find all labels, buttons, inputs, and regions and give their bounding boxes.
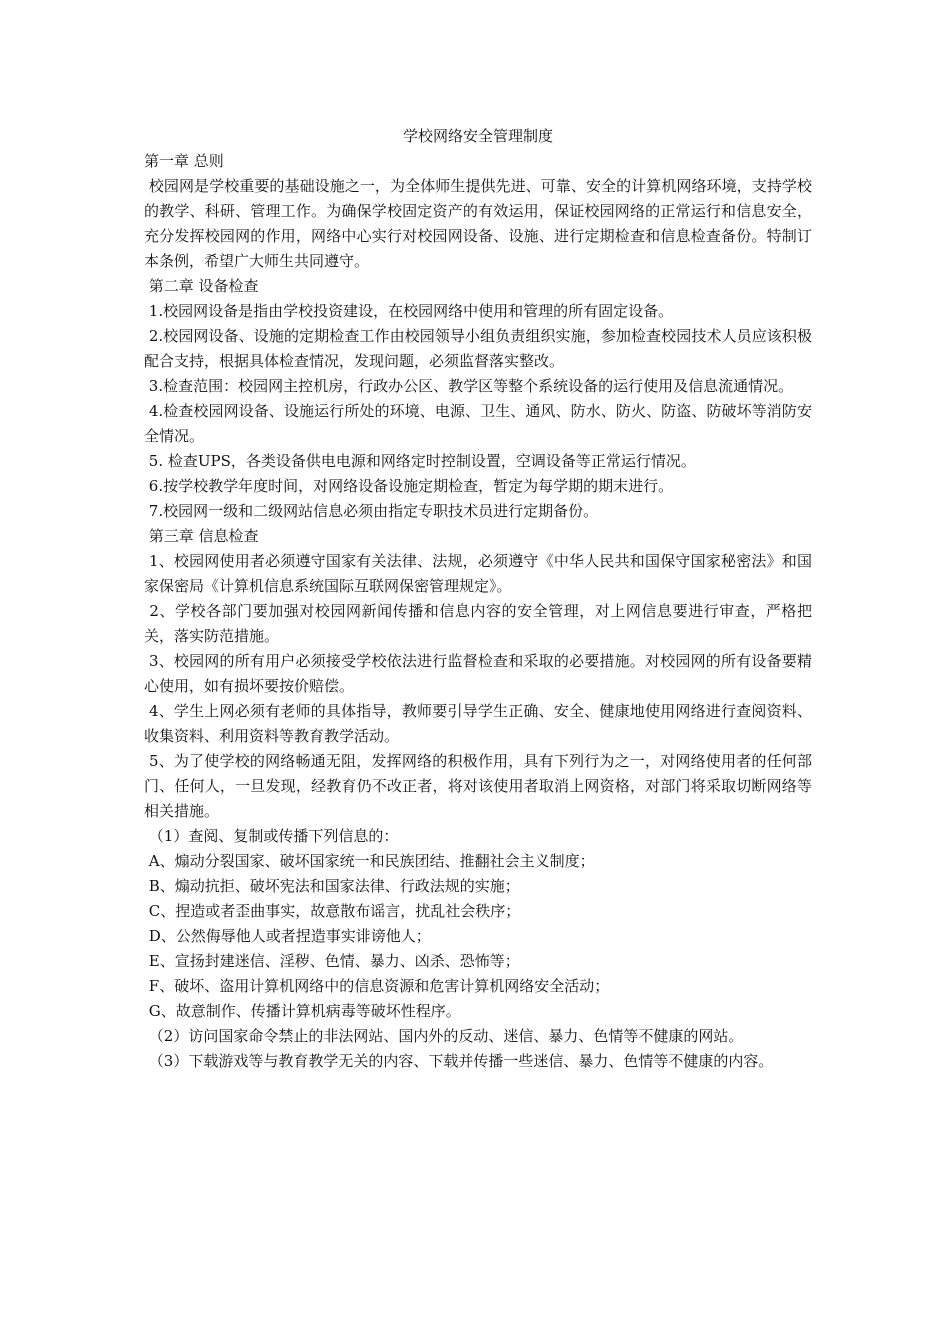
chapter-3-item-4: 4、学生上网必须有老师的具体指导，教师要引导学生正确、安全、健康地使用网络进行查阅资料、收集资料、利用资料等教育教学活动。 [144, 702, 812, 745]
chapter-3-item-3: 3、校园网的所有用户必须接受学校依法进行监督检查和采取的必要措施。对校园网的所有设备要精心使用，如有损坏要按价赔偿。 [144, 652, 812, 695]
chapter-2-item-2: 2.校园网设备、设施的定期检查工作由校园领导小组负责组织实施，参加检查校园技术人员应该积极配合支持，根据具体检查情况，发现问题，必须监督落实整改。 [144, 327, 812, 370]
chapter-3-subitem-c: C、捏造或者歪曲事实，故意散布谣言，扰乱社会秩序； [144, 902, 521, 920]
chapter-2-item-7: 7.校园网一级和二级网站信息必须由指定专职技术员进行定期备份。 [144, 502, 599, 520]
chapter-3-subitem-b: B、煽动抗拒、破坏宪法和国家法律、行政法规的实施； [144, 877, 520, 895]
chapter-1-paragraph: 校园网是学校重要的基础设施之一，为全体师生提供先进、可靠、安全的计算机网络环境，支持学校的教学、科研、管理工作。为确保学校固定资产的有效运用，保证校园网络的正常运行和信息安全，充分发挥校园网的作用，网络中心实行对校园网设备、设施、进行定期检查和信息检查备份。特制订本条例，希望广大师生共同遵守。 [144, 177, 812, 270]
chapter-3-heading: 第三章 信息检查 [144, 527, 259, 545]
chapter-2-item-5: 5. 检查UPS，各类设备供电电源和网络定时控制设置，空调设备等正常运行情况。 [144, 452, 696, 470]
chapter-2-item-3: 3.检查范围：校园网主控机房，行政办公区、教学区等整个系统设备的运行使用及信息流通情况。 [144, 377, 794, 395]
document-page [144, 124, 812, 1074]
chapter-3-subitem-3: （3）下载游戏等与教育教学无关的内容、下载并传播一些迷信、暴力、色情等不健康的内容。 [144, 1052, 774, 1070]
document-title: 学校网络安全管理制度 [402, 127, 553, 145]
chapter-3-subitem-1: （1）查阅、复制或传播下列信息的： [144, 827, 399, 845]
chapter-2-item-6: 6.按学校教学年度时间，对网络设备设施定期检查，暂定为每学期的期末进行。 [144, 477, 674, 495]
chapter-1-heading: 第一章 总则 [144, 152, 224, 170]
chapter-3-item-5: 5、为了使学校的网络畅通无阻，发挥网络的积极作用，具有下列行为之一，对网络使用者的任何部门、任何人，一旦发现，经教育仍不改正者，将对该使用者取消上网资格，对部门将采取切断网络等相关措施。 [144, 752, 812, 820]
chapter-2-item-1: 1.校园网设备是指由学校投资建设，在校园网络中使用和管理的所有固定设备。 [144, 302, 674, 320]
chapter-3-subitem-f: F、破坏、盗用计算机网络中的信息资源和危害计算机网络安全活动； [144, 977, 610, 995]
chapter-3-item-2: 2、学校各部门要加强对校园网新闻传播和信息内容的安全管理，对上网信息要进行审查，严格把关，落实防范措施。 [144, 602, 812, 645]
chapter-3-subitem-2: （2）访问国家命令禁止的非法网站、国内外的反动、迷信、暴力、色情等不健康的网站。 [144, 1027, 744, 1045]
chapter-2-heading: 第二章 设备检查 [144, 277, 259, 295]
chapter-3-item-1: 1、校园网使用者必须遵守国家有关法律、法规，必须遵守《中华人民共和国保守国家秘密法》和国家保密局《计算机信息系统国际互联网保密管理规定》。 [144, 552, 812, 595]
chapter-3-subitem-g: G、故意制作、传播计算机病毒等破坏性程序。 [144, 1002, 461, 1020]
chapter-3-subitem-e: E、宣扬封建迷信、淫秽、色情、暴力、凶杀、恐怖等； [144, 952, 520, 970]
chapter-2-item-4: 4.检查校园网设备、设施运行所处的环境、电源、卫生、通风、防水、防火、防盗、防破坏等消防安全情况。 [144, 402, 812, 445]
chapter-3-subitem-a: A、煽动分裂国家、破坏国家统一和民族团结、推翻社会主义制度； [144, 852, 595, 870]
chapter-3-subitem-d: D、公然侮辱他人或者捏造事实诽谤他人； [144, 927, 431, 945]
